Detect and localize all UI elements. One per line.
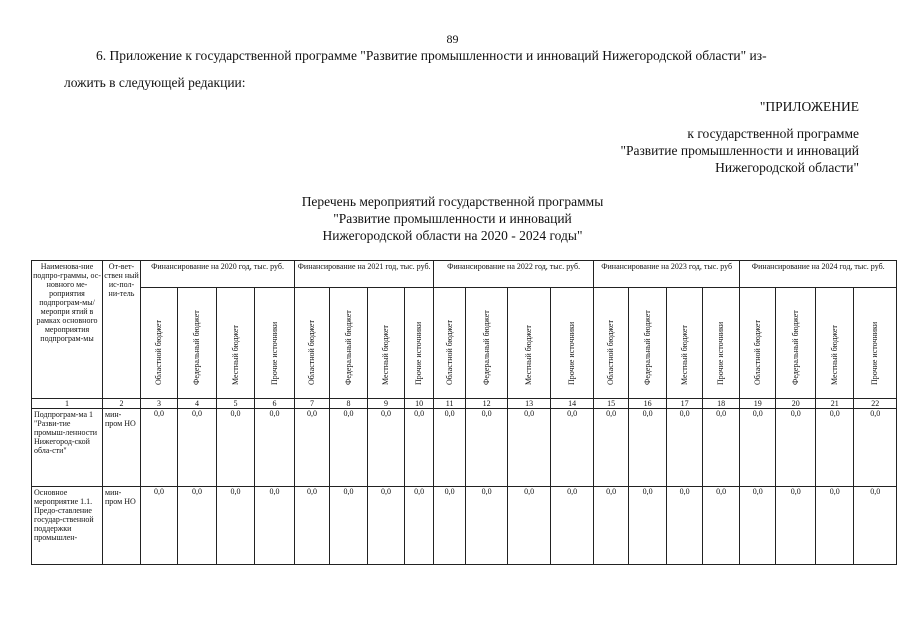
responsible-executor: мин-пром НО xyxy=(103,409,141,487)
appendix-caption-line: "Развитие промышленности и инноваций xyxy=(620,143,859,158)
measure-name: Основное мероприятие 1.1. Предо-ставление государ-ственной поддержки промышлен- xyxy=(32,487,103,565)
budget-type-header xyxy=(255,288,295,399)
budget-type-header xyxy=(295,288,330,399)
budget-type-label: Местный бюджет xyxy=(524,325,534,385)
budget-type-header xyxy=(368,288,405,399)
budget-type-header xyxy=(405,288,434,399)
list-title-line: Перечень мероприятий государственной программы xyxy=(301,194,604,209)
column-number: 22 xyxy=(854,399,897,409)
financing-value: 0,0 xyxy=(816,409,854,487)
financing-value: 0,0 xyxy=(178,409,217,487)
column-number-row xyxy=(32,399,897,409)
list-title-line: "Развитие промышленности и инноваций xyxy=(333,211,572,226)
financing-value: 0,0 xyxy=(508,487,551,565)
financing-value: 0,0 xyxy=(629,487,667,565)
budget-type-label: Местный бюджет xyxy=(230,325,240,385)
column-number: 3 xyxy=(141,399,178,409)
budget-type-header xyxy=(508,288,551,399)
budget-type-header xyxy=(776,288,816,399)
financing-value: 0,0 xyxy=(667,409,703,487)
financing-value: 0,0 xyxy=(740,487,776,565)
column-number: 12 xyxy=(466,399,508,409)
financing-value: 0,0 xyxy=(141,409,178,487)
column-number: 17 xyxy=(667,399,703,409)
header-row-years xyxy=(32,261,897,288)
column-number: 7 xyxy=(295,399,330,409)
column-number: 10 xyxy=(405,399,434,409)
budget-type-header xyxy=(434,288,466,399)
financing-value: 0,0 xyxy=(776,487,816,565)
budget-type-header xyxy=(141,288,178,399)
budget-type-header xyxy=(551,288,594,399)
header-row-budget-types xyxy=(32,288,897,399)
financing-value: 0,0 xyxy=(255,409,295,487)
financing-value: 0,0 xyxy=(629,409,667,487)
budget-type-label: Прочие источники xyxy=(870,321,880,385)
financing-value: 0,0 xyxy=(594,487,629,565)
intro-text-line-1: 6. Приложение к государственной программе "Развитие промышленности и инноваций Нижегородской области" из- xyxy=(96,48,767,63)
financing-value: 0,0 xyxy=(368,409,405,487)
financing-value: 0,0 xyxy=(434,487,466,565)
financing-value: 0,0 xyxy=(551,409,594,487)
financing-value: 0,0 xyxy=(776,409,816,487)
col-header-name: Наименова-ние подпро-граммы, ос-новного ме-роприятия подпрограм-мы/меропри ятий в рамках основного мероприятия подпрограм-мы xyxy=(32,261,103,399)
financing-value: 0,0 xyxy=(434,409,466,487)
financing-value: 0,0 xyxy=(740,409,776,487)
financing-value: 0,0 xyxy=(178,487,217,565)
column-number: 15 xyxy=(594,399,629,409)
col-header-responsible: От-вет-ствен ный ис-пол-ни-тель xyxy=(103,261,141,399)
column-number: 5 xyxy=(217,399,255,409)
financing-value: 0,0 xyxy=(703,487,740,565)
year-financing-header: Финансирование на 2021 год, тыс. руб. xyxy=(295,261,434,288)
column-number: 1 xyxy=(32,399,103,409)
column-number: 18 xyxy=(703,399,740,409)
budget-type-header xyxy=(740,288,776,399)
column-number: 4 xyxy=(178,399,217,409)
budget-type-header xyxy=(703,288,740,399)
table-row xyxy=(32,487,897,565)
financing-value: 0,0 xyxy=(405,487,434,565)
financing-value: 0,0 xyxy=(141,487,178,565)
budget-type-label: Прочие источники xyxy=(414,321,424,385)
column-number: 16 xyxy=(629,399,667,409)
budget-type-label: Областной бюджет xyxy=(752,320,762,385)
financing-value: 0,0 xyxy=(217,409,255,487)
budget-type-label: Местный бюджет xyxy=(381,325,391,385)
budget-type-label: Областной бюджет xyxy=(307,320,317,385)
financing-value: 0,0 xyxy=(466,487,508,565)
column-number: 8 xyxy=(330,399,368,409)
column-number: 2 xyxy=(103,399,141,409)
financing-value: 0,0 xyxy=(594,409,629,487)
financing-value: 0,0 xyxy=(508,409,551,487)
page-number: 89 xyxy=(446,32,459,46)
financing-value: 0,0 xyxy=(854,409,897,487)
intro-text-line-2: ложить в следующей редакции: xyxy=(64,75,246,90)
financing-value: 0,0 xyxy=(217,487,255,565)
column-number: 9 xyxy=(368,399,405,409)
budget-type-label: Федеральный бюджет xyxy=(343,310,353,385)
budget-type-header xyxy=(667,288,703,399)
budget-type-header xyxy=(178,288,217,399)
appendix-title: "ПРИЛОЖЕНИЕ xyxy=(759,99,859,114)
budget-type-label: Областной бюджет xyxy=(154,320,163,385)
column-number: 11 xyxy=(434,399,466,409)
financing-value: 0,0 xyxy=(255,487,295,565)
budget-type-label: Прочие источники xyxy=(567,321,577,385)
year-financing-header: Финансирование на 2023 год, тыс. руб xyxy=(594,261,740,288)
financing-value: 0,0 xyxy=(405,409,434,487)
financing-value: 0,0 xyxy=(854,487,897,565)
budget-type-label: Областной бюджет xyxy=(606,320,616,385)
financing-value: 0,0 xyxy=(368,487,405,565)
financing-value: 0,0 xyxy=(295,409,330,487)
year-financing-header: Финансирование на 2022 год, тыс. руб. xyxy=(434,261,594,288)
appendix-caption-line: Нижегородской области" xyxy=(715,160,859,175)
budget-type-label: Федеральный бюджет xyxy=(790,310,800,385)
budget-type-label: Прочие источники xyxy=(269,321,279,385)
financing-value: 0,0 xyxy=(667,487,703,565)
budget-type-header xyxy=(466,288,508,399)
responsible-executor: мин-пром НО xyxy=(103,487,141,565)
appendix-caption-line: к государственной программе xyxy=(687,126,859,141)
budget-type-header xyxy=(217,288,255,399)
budget-type-header xyxy=(594,288,629,399)
budget-type-label: Областной бюджет xyxy=(444,320,454,385)
budget-type-header xyxy=(816,288,854,399)
budget-type-label: Федеральный бюджет xyxy=(192,310,201,385)
list-title-line: Нижегородской области на 2020 - 2024 годы" xyxy=(322,228,583,243)
column-number: 6 xyxy=(255,399,295,409)
measure-name: Подпрограм-ма 1 "Разви-тие промыш-ленности Нижегород-ской обла-сти" xyxy=(32,409,103,487)
budget-type-label: Местный бюджет xyxy=(679,325,689,385)
financing-value: 0,0 xyxy=(703,409,740,487)
financing-value: 0,0 xyxy=(295,487,330,565)
budget-type-label: Местный бюджет xyxy=(829,325,839,385)
table-row xyxy=(32,409,897,487)
financing-value: 0,0 xyxy=(816,487,854,565)
budget-type-label: Федеральный бюджет xyxy=(481,310,491,385)
column-number: 21 xyxy=(816,399,854,409)
financing-value: 0,0 xyxy=(330,487,368,565)
budget-type-header xyxy=(854,288,897,399)
column-number: 19 xyxy=(740,399,776,409)
financing-value: 0,0 xyxy=(466,409,508,487)
financing-value: 0,0 xyxy=(551,487,594,565)
budget-type-label: Федеральный бюджет xyxy=(642,310,652,385)
budget-type-header xyxy=(629,288,667,399)
column-number: 13 xyxy=(508,399,551,409)
column-number: 20 xyxy=(776,399,816,409)
column-number: 14 xyxy=(551,399,594,409)
budget-type-header xyxy=(330,288,368,399)
measures-table xyxy=(31,260,897,565)
financing-value: 0,0 xyxy=(330,409,368,487)
year-financing-header: Финансирование на 2020 год, тыс. руб. xyxy=(141,261,295,288)
year-financing-header: Финансирование на 2024 год, тыс. руб. xyxy=(740,261,897,288)
budget-type-label: Прочие источники xyxy=(716,321,726,385)
